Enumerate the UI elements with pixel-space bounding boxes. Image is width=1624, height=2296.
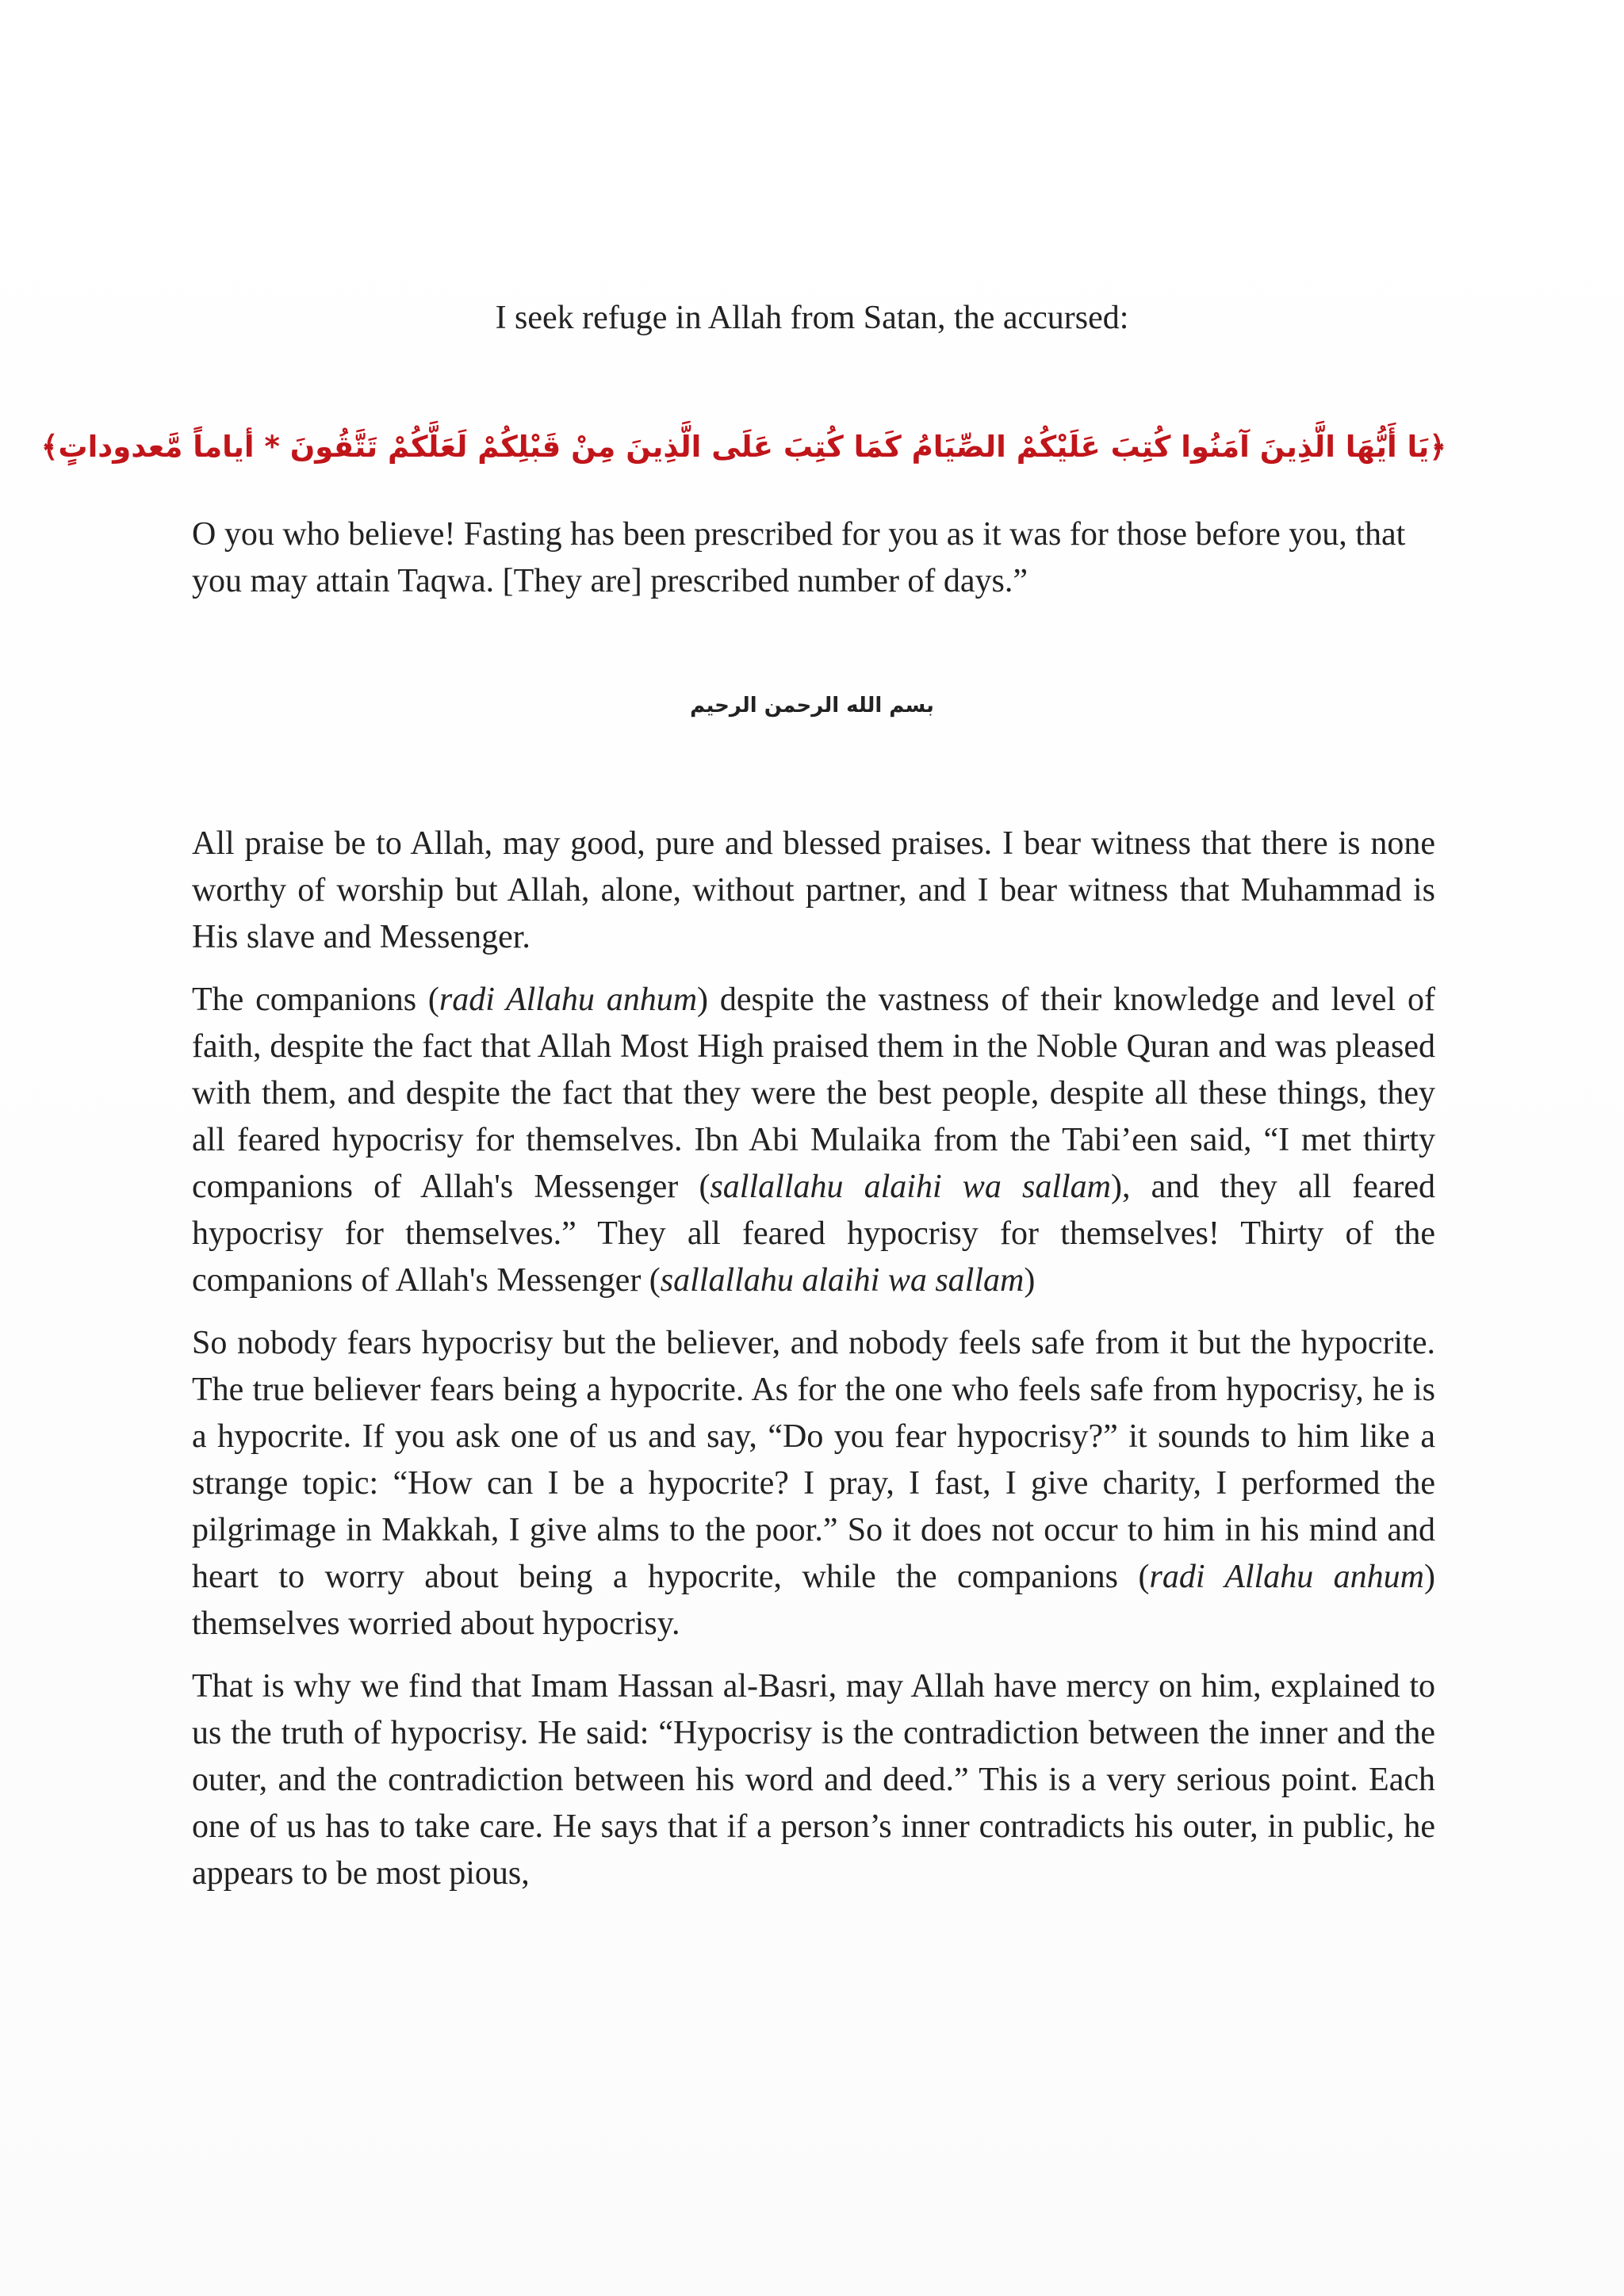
ayah-translation: O you who believe! Fasting has been prescribed for you as it was for those before you, that you may attain Taqwa. [They are] prescribed number of days.” bbox=[192, 516, 1406, 599]
honorific-italic: radi Allahu anhum bbox=[1149, 1559, 1424, 1595]
paragraph-2-text-c: ), and they all feared hypocrisy for themselves.” They all feared hypocrisy for themselves! Thirty of the companions of Allah's Messenger ( bbox=[192, 1169, 1435, 1299]
istiadha-line: I seek refuge in Allah from Satan, the accursed: bbox=[495, 300, 1129, 336]
honorific-italic: sallallahu alaihi wa sallam bbox=[710, 1169, 1112, 1205]
paragraph-4: That is why we find that Imam Hassan al-Basri, may Allah have mercy on him, explained to us the truth of hypocrisy. He said: “Hypocrisy is the contradiction between the inner and the outer, and the contradiction between his word and deed.” This is a very serious point. Each one of us has to take care. He says that if a person’s inner contradicts his outer, in public, he appears to be most pious, bbox=[192, 1668, 1435, 1892]
paragraph-1: All praise be to Allah, may good, pure and blessed praises. I bear witness that there is none worthy of worship but Allah, alone, without partner, and I bear witness that Muhammad is His slave and Messenger. bbox=[192, 825, 1435, 955]
paragraph-2-text-a: The companions ( bbox=[192, 982, 439, 1018]
body-text bbox=[192, 821, 1435, 1913]
basmala: بسم الله الرحمن الرحيم bbox=[690, 694, 934, 718]
honorific-italic: radi Allahu anhum bbox=[439, 982, 698, 1018]
honorific-italic: sallallahu alaihi wa sallam bbox=[660, 1262, 1025, 1299]
quran-ayah-arabic: ﴿يَا أَيُّهَا الَّذِينَ آمَنُوا كُتِبَ عَلَيْكُمْ الصِّيَامُ كَمَا كُتِبَ عَلَى الَّذِينَ مِنْ قَبْلِكُمْ لَعَلَّكُمْ تَتَّقُونَ * أياماً مَّعدوداتٍ﴾ bbox=[40, 430, 1446, 464]
paragraph-2-text-b: ) despite the vastness of their knowledge and level of faith, despite the fact that Allah Most High praised them in the Noble Quran and was pleased with them, and despite the fact that they were the best people, despite all these things, they all feared hypocrisy for themselves. Ibn Abi Mulaika from the Tabi’een said, “I met thirty companions of Allah's Messenger ( bbox=[192, 982, 1435, 1205]
paragraph-3-text-b: ) themselves worried about hypocrisy. bbox=[192, 1559, 1435, 1642]
paragraph-3 bbox=[192, 1320, 1435, 1647]
paragraph-2-text-d: ) bbox=[1024, 1262, 1036, 1299]
paragraph-2 bbox=[192, 977, 1435, 1304]
paragraph-3-text-a: So nobody fears hypocrisy but the believer, and nobody feels safe from it but the hypocrite. The true believer fears being a hypocrite. As for the one who feels safe from hypocrisy, he is a hypocrite. If you ask one of us and say, “Do you fear hypocrisy?” it sounds to him like a strange topic: “How can I be a hypocrite? I pray, I fast, I give charity, I performed the pilgrimage in Makkah, I give alms to the poor.” So it does not occur to him in his mind and heart to worry about being a hypocrite, while the companions ( bbox=[192, 1325, 1435, 1595]
